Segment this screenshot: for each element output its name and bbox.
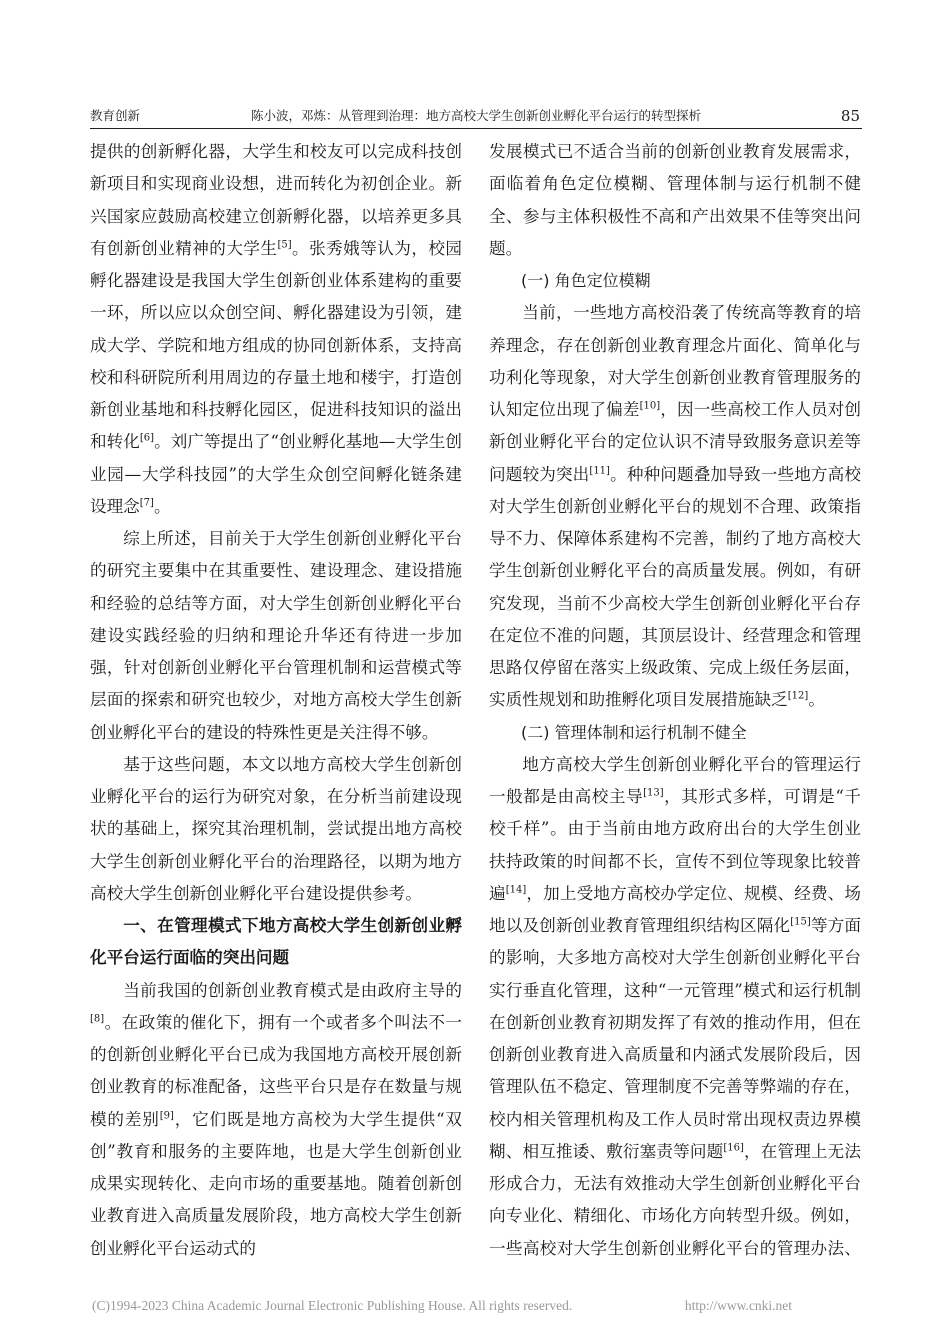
citation-ref: [14] <box>505 884 527 896</box>
citation-ref: [8] <box>90 1013 105 1025</box>
paragraph: 当前我国的创新创业教育模式是由政府主导的 [8]。在政策的催化下，拥有一个或者多个叫法不一的创新创业孵化平台已成为我国地方高校开展创新创业教育的标准配备，这些平台只是存在数量与规模的差别[9]，它们既是地方高校为大学生提供“双创”教育和服务的主要阵地，也是大学生创新创业成果实现转化、走向市场的重要基地。随着创新创业教育进入高质量发展阶段，地方高校大学生创新创业孵化平台运动式的 <box>90 980 462 1258</box>
running-title: 陈小波，邓炼：从管理到治理：地方高校大学生创新创业孵化平台运行的转型探析 <box>250 108 701 123</box>
citation-ref: [13] <box>643 787 664 799</box>
subsection-heading: (二) 管理体制和运行机制不健全 <box>521 722 747 742</box>
journal-section-label: 教育创新 <box>90 108 141 123</box>
citation-ref: [15] <box>790 916 811 928</box>
header-rule <box>90 128 862 129</box>
subsection-heading: (一) 角色定位模糊 <box>521 271 651 290</box>
citation-ref: [16] <box>723 1142 744 1154</box>
paragraph: 综上所述，目前关于大学生创新创业孵化平台的研究主要集中在其重要性、建设理念、建设措施和经验的总结等方面，对大学生创新创业孵化平台建设实践经验的归纳和理论升华还有待进一步加强，针对创新创业孵化平台管理机制和运营模式等层面的探索和研究也较少，对地方高校大学生创新创业孵化平台的建设的特殊性更是关注得不够。 <box>90 529 462 742</box>
citation-ref: [12] <box>787 690 809 702</box>
paragraph: 地方高校大学生创新创业孵化平台的管理运行一般都是由高校主导[13]，其形式多样，可谓是“千校千样”。由于当前由地方政府出台的大学生创业扶持政策的时间都不长，宣传不到位等现象比较普遍[14]，加上受地方高校办学定位、规模、经费、场地以及创新创业教育管理组织结构区隔化[15]等方面的影响，大多地方高校对大学生创新创业孵化平台实行垂直化管理，这种“一元管理”模式和运行机制在创新创业教育初期发挥了有效的推动作用，但在创新创业教育进入高质量和内涵式发展阶段后，因管理队伍不稳定、管理制度不完善等弊端的存在，校内相关管理机构及工作人员时常出现权责边界模糊、相互推诿、敷衍塞责等问题[16]，在管理上无法形成合力，无法有效推动大学生创新创业孵化平台向专业化、精细化、市场化方向转型升级。例如，一些高校对大学生创新创业孵化平台的管理办法、 <box>489 754 861 1258</box>
paragraph-continued: 提供的创新孵化器，大学生和校友可以完成科技创新项目和实现商业设想，进而转化为初创企业。新兴国家应鼓励高校建立创新孵化器，以培养更多具有创新创业精神的大学生[5]。张秀娥等认为，校园孵化器建设是我国大学生创新创业体系建构的重要一环，所以应以众创空间、孵化器建设为引领，建成大学、学院和地方组成的协同创新体系，支持高校和科研院所利用周边的存量土地和楼宇，打造创新创业基地和科技孵化园区，促进科技知识的溢出和转化[6]。刘广等提出了“创业孵化基地—大学生创业园—大学科技园”的大学生众创空间孵化链条建设理念[7]。 <box>90 142 462 516</box>
citation-ref: [5] <box>277 239 292 251</box>
paragraph: 基于这些问题，本文以地方高校大学生创新创业孵化平台的运行为研究对象，在分析当前建设现状的基础上，探究其治理机制，尝试提出地方高校大学生创新创业孵化平台的治理路径，以期为地方高校大学生创新创业孵化平台建设提供参考。 <box>90 754 462 903</box>
cnki-url: http://www.cnki.net <box>684 1298 792 1313</box>
citation-ref: [9] <box>159 1109 174 1121</box>
citation-ref: [10] <box>639 400 661 412</box>
right-column <box>489 136 861 1266</box>
page-number: 85 <box>840 107 860 125</box>
section-heading: 一、在管理模式下地方高校大学生创新创业孵化平台运行面临的突出问题 <box>90 916 462 968</box>
paragraph: 当前，一些地方高校沿袭了传统高等教育的培养理念，存在创新创业教育理念片面化、简单化与功利化等现象，对大学生创新创业教育管理服务的认知定位出现了偏差[10]，因一些高校工作人员对创新创业孵化平台的定位认识不清导致服务意识差等问题较为突出[11]。种种问题叠加导致一些地方高校对大学生创新创业孵化平台的规划不合理、政策指导不力、保障体系建构不完善，制约了地方高校大学生创新创业孵化平台的高质量发展。例如，有研究发现，当前不少高校大学生创新创业孵化平台存在定位不准的问题，其顶层设计、经营理念和管理思路仅停留在落实上级政策、完成上级任务层面，实质性规划和助推孵化项目发展措施缺乏[12]。 <box>489 303 861 710</box>
citation-ref: [6] <box>139 432 155 444</box>
citation-ref: [11] <box>589 464 610 476</box>
citation-ref: [7] <box>139 497 154 509</box>
left-column <box>90 136 462 1266</box>
running-header <box>90 106 862 126</box>
paragraph-continued: 发展模式已不适合当前的创新创业教育发展需求，面临着角色定位模糊、管理体制与运行机制不健全、参与主体积极性不高和产出效果不佳等突出问题。 <box>489 142 861 258</box>
copyright-notice: (C)1994-2023 China Academic Journal Electronic Publishing House. All rights reserved. <box>92 1298 573 1313</box>
watermark-footer <box>0 1296 950 1316</box>
